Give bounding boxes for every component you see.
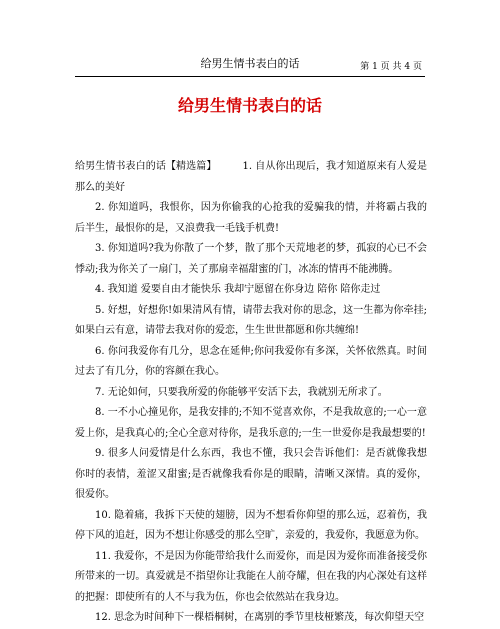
paragraph-4: 4. 我知道 爱要自由才能快乐 我却宁愿留在你身边 陪你 陪你走过 xyxy=(95,284,381,295)
header-divider xyxy=(75,76,425,77)
document-title: 给男生情书表白的话 xyxy=(177,96,322,115)
intro-first-line: 1. 自从你出现后，我才知道原来有人爱是那么的美好 xyxy=(75,161,427,193)
paragraph-9: 9. 很多人问爱情是什么东西，我也不懂，我只会告诉他们：是否就像我想你时的表情，羞涩又甜蜜;是否就像我看你是的眼睛，清晰又深情。真的爱你，很爱你。 xyxy=(75,448,427,500)
paragraph-2: 2. 你知道吗，我恨你，因为你偷我的心抢我的爱骗我的情，并将霸占我的后半生，最恨你的是，又浪费我一毛钱手机费! xyxy=(75,202,427,234)
paragraph-3: 3. 你知道吗?我为你散了一个梦，散了那个天荒地老的梦，孤寂的心已不会悸动;我为你关了一扇门，关了那扇幸福甜蜜的门，冰冻的情再不能沸腾。 xyxy=(75,243,427,275)
paragraph-10: 10. 隐着痛，我拆下天使的翅膀，因为不想看你仰望的那么远，忍着伤，我停下风的追赶，因为不想让你感受的那么空旷，亲爱的，我爱你，我愿意为你。 xyxy=(75,509,427,541)
paragraph-11: 11. 我爱你，不是因为你能带给我什么而爱你，而是因为爱你而准备接受你所带来的一切。真爱就是不指望你让我能在人前夺耀，但在我的内心深处有这样的把握：即使所有的人不与我为伍，你也会依然站在我身边。 xyxy=(75,550,427,603)
running-header-title: 给男生情书表白的话 xyxy=(200,57,300,70)
paragraph-7: 7. 无论如何，只要我所爱的你能够平安活下去，我就别无所求了。 xyxy=(95,386,388,398)
document-body xyxy=(75,157,427,629)
intro-paragraph xyxy=(75,157,427,198)
paragraph-6: 6. 你问我爱你有几分，思念在延伸;你问我爱你有多深，关怀依然真。时间过去了有几分，你的容颜在我心。 xyxy=(75,345,427,377)
paragraph-5: 5. 好想，好想你!如果清风有情，请带去我对你的思念，这一生都为你牵挂;如果白云有意，请带去我对你的爱恋，生生世世都愿和你共缠绵! xyxy=(75,304,427,336)
page-number-info: 第 1 页 共 4 页 xyxy=(360,62,422,72)
intro-label: 给男生情书表白的话【精选篇】 xyxy=(75,161,217,172)
paragraph-8: 8. 一不小心撞见你，是我安排的;不知不觉喜欢你，不是我故意的;一心一意爱上你，是我真心的;全心全意对待你，是我乐意的;一生一世爱你是我最想要的! xyxy=(75,407,427,439)
paragraph-12: 12. 思念为时间种下一棵梧桐树，在离别的季节里枝桠繁茂，每次仰望天空 xyxy=(95,612,425,623)
